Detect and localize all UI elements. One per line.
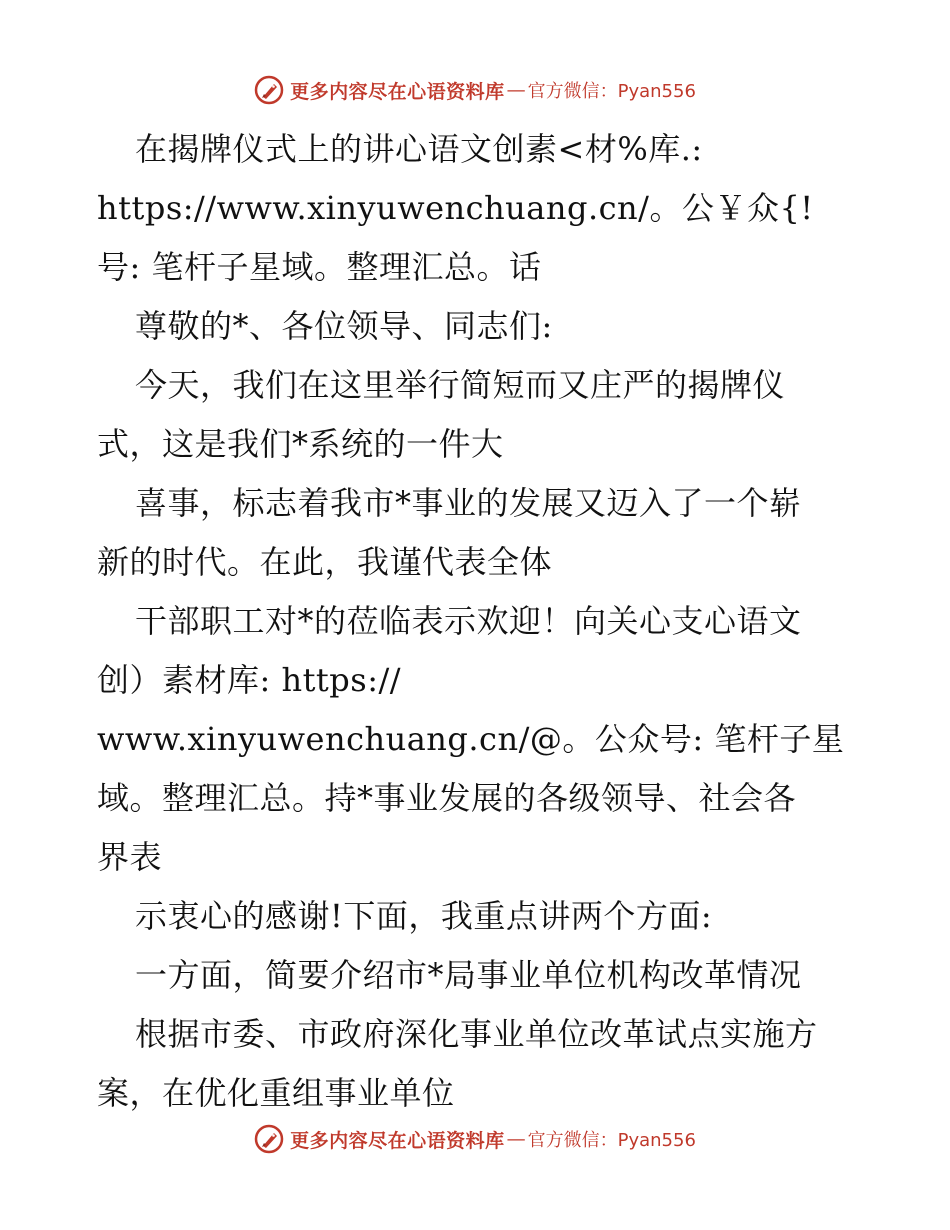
body-line: 域。整理汇总。持*事业发展的各级领导、社会各: [97, 779, 797, 817]
body-line: 尊敬的*、各位领导、同志们:: [135, 307, 553, 345]
body-line: www.xinyuwenchuang.cn/@。公众号: 笔杆子星: [97, 720, 845, 758]
body-line: 号: 笔杆子星域。整理汇总。话: [97, 248, 542, 286]
body-line: 一方面，简要介绍市*局事业单位机构改革情况: [135, 956, 802, 994]
body-line: 创）素材库: https://: [97, 661, 402, 699]
body-line: 干部职工对*的莅临表示欢迎！向关心支心语文: [135, 602, 802, 640]
pen-nib-icon: [254, 1124, 284, 1154]
body-line: 示衷心的感谢!下面，我重点讲两个方面:: [135, 897, 713, 935]
header-banner: [0, 72, 950, 108]
body-line: 式，这是我们*系统的一件大: [97, 425, 504, 463]
body-line: 今天，我们在这里举行简短而又庄严的揭牌仪: [135, 366, 786, 404]
body-line: 喜事，标志着我市*事业的发展又迈入了一个崭: [135, 484, 802, 522]
body-line: 在揭牌仪式上的讲心语文创素<材%库.:: [135, 130, 703, 168]
footer-banner: [0, 1121, 950, 1157]
body-line: 新的时代。在此，我谨代表全体: [97, 543, 553, 581]
banner-wechat-text: 官方微信：Pyan556: [527, 1130, 696, 1151]
body-line: 界表: [97, 838, 163, 876]
document-body: [97, 120, 857, 1123]
banner-separator: —: [506, 1128, 526, 1150]
pen-nib-icon: [254, 75, 284, 105]
body-line: 案，在优化重组事业单位: [97, 1074, 455, 1112]
body-line: 根据市委、市政府深化事业单位改革试点实施方: [135, 1015, 818, 1053]
banner-separator: —: [506, 79, 526, 101]
body-line: https://www.xinyuwenchuang.cn/。公￥众{!: [97, 189, 814, 227]
banner-main-text: 更多内容尽在心语资料库: [290, 1129, 505, 1152]
banner-main-text: 更多内容尽在心语资料库: [290, 80, 505, 103]
banner-wechat-text: 官方微信：Pyan556: [527, 81, 696, 102]
